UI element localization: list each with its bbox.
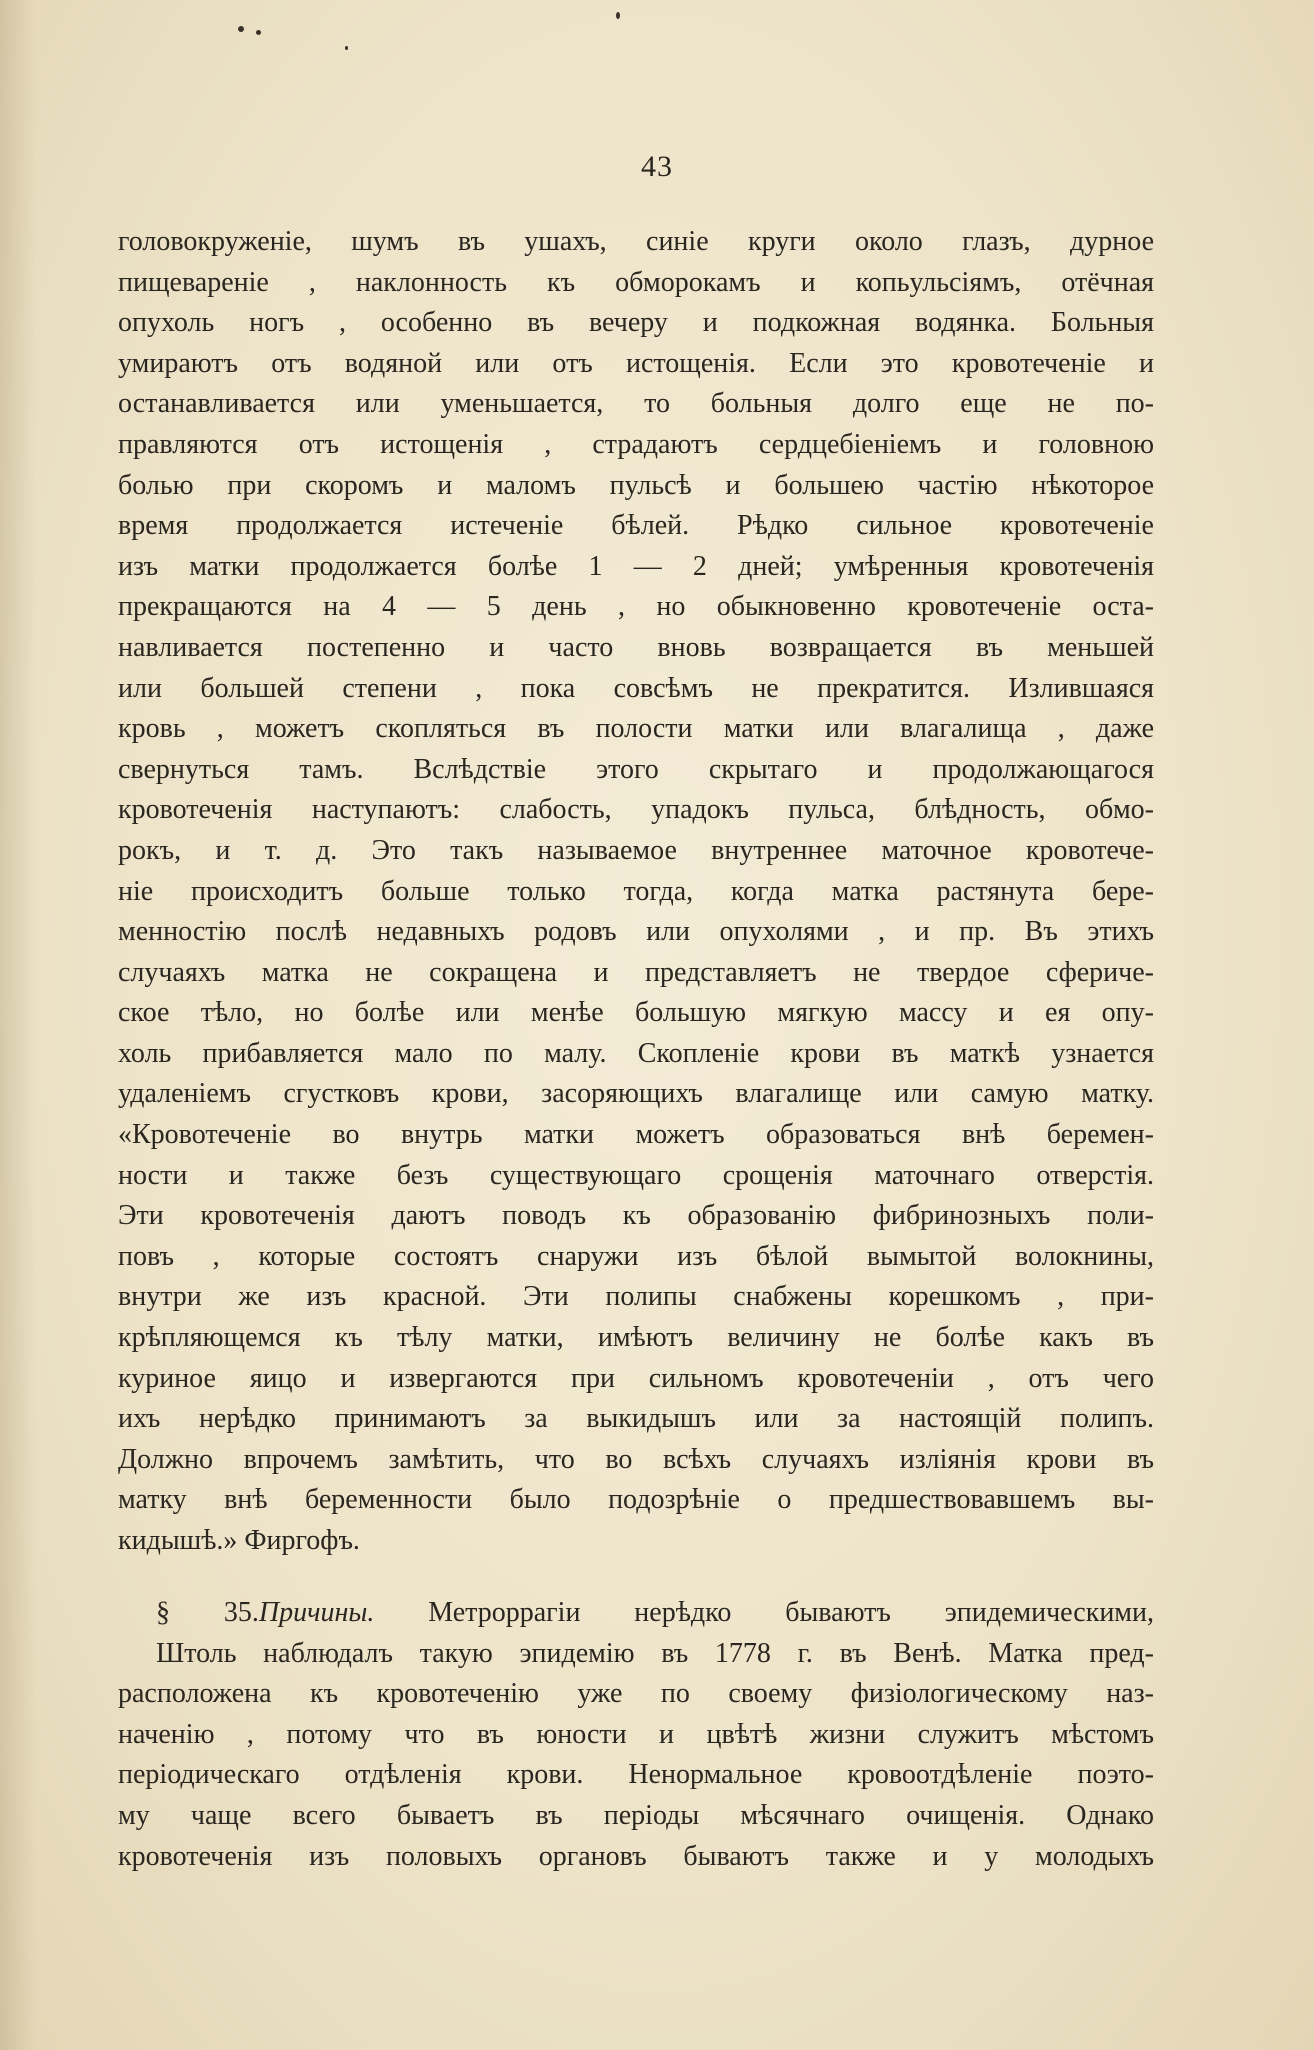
text-line: холь прибавляется мало по малу. Скопленіе крови въ маткѣ узнается [118, 1037, 1154, 1069]
main-paragraph [118, 222, 1154, 1562]
text-line: или большей степени , пока совсѣмъ не прекратится. Излившаяся [118, 672, 1154, 704]
binding-shadow [0, 0, 36, 2050]
text-line: крѣпляющемся къ тѣлу матки, имѣютъ величину не болѣе какъ въ [118, 1322, 1154, 1354]
text-line: правляются отъ истощенія , страдаютъ сердцебіеніемъ и головною [118, 428, 1154, 460]
text-line: прекращаются на 4 — 5 день , но обыкновенно кровотеченіе оста- [118, 591, 1154, 623]
page-number: 43 [641, 150, 673, 183]
text-line: свернуться тамъ. Вслѣдствіе этого скрытаго и продолжающагося [118, 753, 1154, 785]
text-line: матку внѣ беременности было подозрѣніе о предшествовавшемъ вы- [118, 1484, 1154, 1516]
section-title: Причины. [258, 1597, 375, 1628]
ink-speck [256, 30, 261, 35]
ink-speck [616, 12, 620, 19]
text-line: головокруженіе, шумъ въ ушахъ, синіе круги около глазъ, дурное [118, 226, 1154, 257]
text-line: періодическаго отдѣленія крови. Ненормальное кровоотдѣленіе поэто- [118, 1759, 1154, 1791]
text-line: ніе происходитъ больше только тогда, когда матка растянута бере- [118, 875, 1154, 907]
text-line: ихъ нерѣдко принимаютъ за выкидышъ или за настоящій полипъ. [118, 1403, 1154, 1435]
section-first-line-text: Метроррагіи нерѣдко бываютъ эпидемическими, [428, 1597, 1154, 1628]
text-line: останавливается или уменьшается, то больныя долго еще не по- [118, 388, 1154, 420]
text-line: кровь , можетъ скопляться въ полости матки или влагалища , даже [118, 713, 1154, 745]
section-first-line [118, 1593, 1154, 1634]
text-line: Должно впрочемъ замѣтить, что во всѣхъ случаяхъ изліянія крови въ [118, 1443, 1154, 1475]
text-line: Штоль наблюдалъ такую эпидемію въ 1778 г. въ Венѣ. Матка пред- [156, 1637, 1154, 1669]
text-line: пищевареніе , наклонность къ обморокамъ и копьульсіямъ, отёчная [118, 266, 1154, 298]
ink-speck [345, 46, 348, 50]
text-line: навливается постепенно и часто вновь возвращается въ меньшей [118, 631, 1154, 663]
text-line: случаяхъ матка не сокращена и представляетъ не твердое сфериче- [118, 956, 1154, 988]
text-line: изъ матки продолжается болѣе 1 — 2 дней; умѣренныя кровотеченія [118, 550, 1154, 582]
text-line: куриное яицо и извергаются при сильномъ кровотеченіи , отъ чего [118, 1362, 1154, 1394]
text-line: кровотеченія изъ половыхъ органовъ бываютъ также и у молодыхъ [118, 1840, 1154, 1872]
text-line: внутри же изъ красной. Эти полипы снабжены корешкомъ , при- [118, 1281, 1154, 1313]
text-line: опухоль ногъ , особенно въ вечеру и подкожная водянка. Больныя [118, 307, 1154, 339]
text-line: Эти кровотеченія даютъ поводъ къ образованію фибринозныхъ поли- [118, 1200, 1154, 1232]
ink-speck [238, 26, 244, 32]
text-line: му чаще всего бываетъ въ періоды мѣсячнаго очищенія. Однако [118, 1799, 1154, 1831]
text-line: наченію , потому что въ юности и цвѣтѣ жизни служитъ мѣстомъ [118, 1718, 1154, 1750]
text-line: рокъ, и т. д. Это такъ называемое внутреннее маточное кровотече- [118, 834, 1154, 866]
text-line: расположена къ кровотеченію уже по своему физіологическому наз- [118, 1678, 1154, 1710]
text-line: время продолжается истеченіе бѣлей. Рѣдко сильное кровотеченіе [118, 510, 1154, 542]
text-line: умираютъ отъ водяной или отъ истощенія. Если это кровотеченіе и [118, 347, 1154, 379]
text-line: менностію послѣ недавныхъ родовъ или опухолями , и пр. Въ этихъ [118, 916, 1154, 948]
text-line: «Кровотеченіе во внутрь матки можетъ образоваться внѣ беремен- [118, 1119, 1154, 1151]
text-line: кровотеченія наступаютъ: слабость, упадокъ пульса, блѣдность, обмо- [118, 794, 1154, 826]
section-35 [118, 1593, 1154, 1877]
text-line: болью при скоромъ и маломъ пульсѣ и большею частію нѣкоторое [118, 469, 1154, 501]
text-line: ское тѣло, но болѣе или менѣе большую мягкую массу и ея опу- [118, 997, 1154, 1029]
text-line: повъ , которые состоятъ снаружи изъ бѣлой вымытой волокнины, [118, 1240, 1154, 1272]
text-line: удаленіемъ сгустковъ крови, засоряющихъ влагалище или самую матку. [118, 1078, 1154, 1110]
text-line: ности и также безъ существующаго срощенія маточнаго отверстія. [118, 1159, 1154, 1191]
section-number: § 35. [156, 1597, 259, 1628]
text-line: кидышѣ.» Фиргофъ. [118, 1525, 360, 1556]
